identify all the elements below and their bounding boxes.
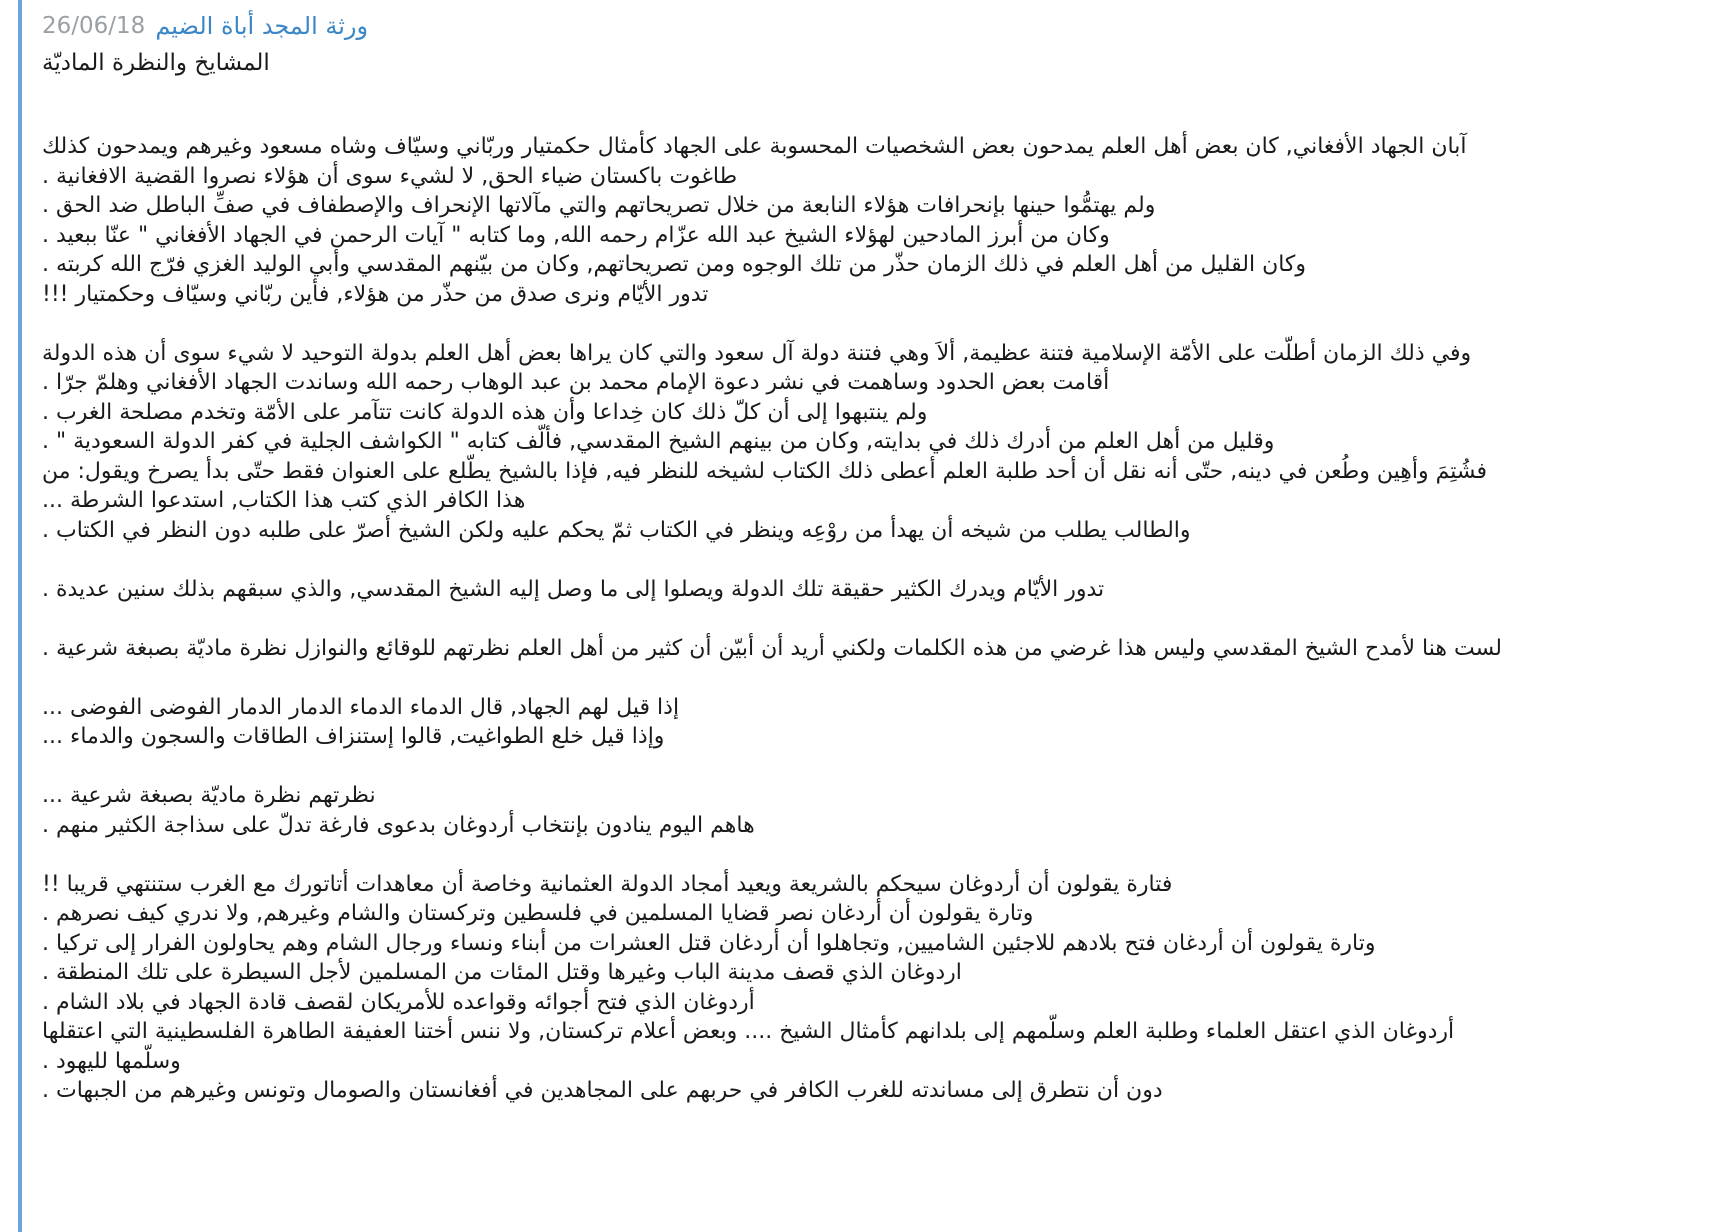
text-line: والطالب يطلب من شيخه أن يهدأ من روْعِه وينظر في الكتاب ثمّ يحكم عليه ولكن الشيخ أصرّ على طلبه دون النظر في الكتاب . xyxy=(42,517,1191,543)
text-line: أردوغان الذي فتح أجوائه وقواعده للأمريكان لقصف قادة الجهاد في بلاد الشام . xyxy=(42,989,755,1015)
text-line: دون أن نتطرق إلى مساندته للغرب الكافر في حربهم على المجاهدين في أفغانستان والصومال وتونس وغيرهم من الجبهات . xyxy=(42,1078,1163,1103)
text-line: اردوغان الذي قصف مدينة الباب وغيرها وقتل المئات من المسلمين لأجل السيطرة على تلك المنطقة . xyxy=(42,960,962,985)
message-title: المشايخ والنظرة الماديّة xyxy=(42,50,270,76)
message-body xyxy=(42,46,1702,1106)
text-line: وكان من أبرز المادحين لهؤلاء الشيخ عبد الله عزّام رحمه الله, وما كتابه " آيات الرحمن في الجهاد الأفغاني " عنّا ببعيد . xyxy=(42,222,1110,248)
message-date: 26/06/18 xyxy=(42,13,146,39)
text-line: هاهم اليوم ينادون بإنتخاب أردوغان بدعوى فارغة تدلّ على سذاجة الكثير منهم . xyxy=(42,812,755,838)
spacer xyxy=(42,604,1702,634)
text-line: وكان القليل من أهل العلم في ذلك الزمان حذّر من تلك الوجوه ومن تصريحاتهم, وكان من بيّنهم المقدسي وأبي الوليد الغزي فرّج الله كربته . xyxy=(42,252,1307,277)
text-line: تدور الأيّام ويدرك الكثير حقيقة تلك الدولة ويصلوا إلى ما وصل إليه الشيخ المقدسي, والذي سبقهم بذلك سنين عديدة . xyxy=(42,576,1105,602)
text-line: طاغوت باكستان ضياء الحق, لا لشيء سوى أن هؤلاء نصروا القضية الافغانية . xyxy=(42,163,738,189)
text-line: وتارة يقولون أن أردغان فتح بلادهم للاجئين الشاميين, وتجاهلوا أن أردغان قتل العشرات من أبناء ونساء ورجال الشام وهم يحاولون الفرار إلى تركيا . xyxy=(42,930,1376,956)
spacer xyxy=(42,663,1702,693)
text-line: تدور الأيّام ونرى صدق من حذّر من هؤلاء, فأين ربّاني وسيّاف وحكمتيار !!! xyxy=(42,281,709,307)
text-line: وتارة يقولون أن أردغان نصر قضايا المسلمين في فلسطين وتركستان والشام وغيرهم, ولا ندري كيف نصرهم . xyxy=(42,901,1034,926)
text-line: وسلّمها لليهود . xyxy=(42,1048,181,1074)
spacer xyxy=(42,752,1702,782)
text-line: نظرتهم نظرة ماديّة بصبغة شرعية ... xyxy=(42,783,376,808)
text-line: هذا الكافر الذي كتب هذا الكتاب, استدعوا الشرطة ... xyxy=(42,488,526,513)
text-line: وفي ذلك الزمان أطلّت على الأمّة الإسلامية فتنة عظيمة, ألاَ وهي فتنة دولة آل سعود والتي كان يراها بعض أهل العلم بدولة التوحيد لا شيء سوى أن هذه الدولة xyxy=(42,340,1472,366)
text-line: وقليل من أهل العلم من أدرك ذلك في بدايته, وكان من بينهم الشيخ المقدسي, فألّف كتابه " الكواشف الجلية في كفر الدولة السعودية " . xyxy=(42,429,1275,454)
message-header xyxy=(42,10,368,42)
text-line: فتارة يقولون أن أردوغان سيحكم بالشريعة ويعيد أمجاد الدولة العثمانية وخاصة أن معاهدات أتاتورك مع الغرب ستنتهي قريبا !! xyxy=(42,871,1173,897)
text-line: أردوغان الذي اعتقل العلماء وطلبة العلم وسلّمهم إلى بلدانهم كأمثال الشيخ .... وبعض أعلام تركستان, ولا ننس أختنا العفيفة الطاهرة الفلسطينية التي اعتقلها xyxy=(42,1019,1455,1044)
message-bubble xyxy=(18,0,1718,1232)
text-line: ولم يهتمُّوا حينها بإنحرافات هؤلاء النابعة من خلال تصريحاتهم والتي مآلاتها الإنحراف والإصطفاف في صفِّ الباطل ضد الحق . xyxy=(42,193,1156,218)
text-line: فشُتِمَ وأهِين وطُعن في دينه, حتّى أنه نقل أن أحد طلبة العلم أعطى ذلك الكتاب لشيخه للنظر فيه, فإذا بالشيخ يطّلع على العنوان فقط حتّى بدأ يصرخ ويقول: من xyxy=(42,458,1488,484)
text-line: آبان الجهاد الأفغاني, كان بعض أهل العلم يمدحون بعض الشخصيات المحسوبة على الجهاد كأمثال حكمتيار وربّاني وسيّاف وشاه مسعود وغيرهم ويمدحون كذلك xyxy=(42,134,1467,159)
text-line: ولم ينتبهوا إلى أن كلّ ذلك كان خِداعا وأن هذه الدولة كانت تتآمر على الأمّة وتخدم مصلحة الغرب . xyxy=(42,399,928,425)
spacer xyxy=(42,840,1702,870)
message-accent-bar xyxy=(18,0,22,1232)
author-name[interactable]: ورثة المجد أباة الضيم xyxy=(155,12,369,40)
spacer xyxy=(42,80,1702,132)
text-line: إذا قيل لهم الجهاد, قال الدماء الدماء الدمار الدمار الفوضى الفوضى ... xyxy=(42,694,680,720)
spacer xyxy=(42,309,1702,339)
spacer xyxy=(42,545,1702,575)
text-line: أقامت بعض الحدود وساهمت في نشر دعوة الإمام محمد بن عبد الوهاب رحمه الله وساندت الجهاد الأفغاني وهلمّ جرّا . xyxy=(42,370,1110,395)
text-line: وإذا قيل خلع الطواغيت, قالوا إستنزاف الطاقات والسجون والدماء ... xyxy=(42,724,665,749)
text-line: لست هنا لأمدح الشيخ المقدسي وليس هذا غرضي من هذه الكلمات ولكني أريد أن أبيّن أن كثير من أهل العلم نظرتهم للوقائع والنوازل نظرة ماديّة بصبغة شرعية . xyxy=(42,635,1502,661)
